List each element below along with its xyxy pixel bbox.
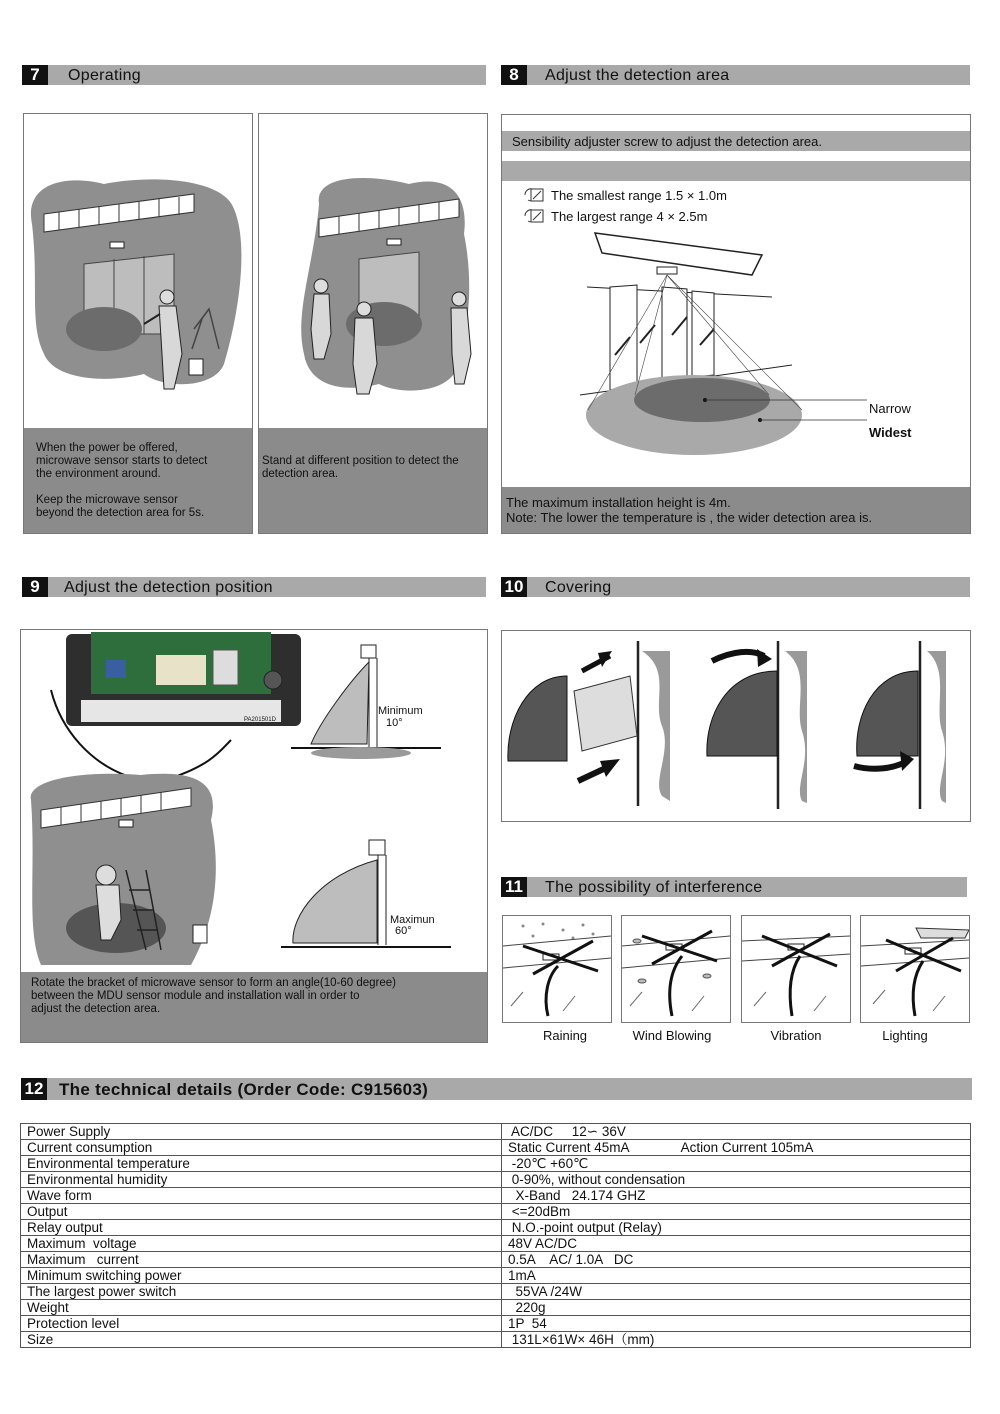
max-angle-diagram [281, 835, 451, 955]
detection-position-panel [20, 629, 488, 1043]
spec-name: Current consumption [21, 1140, 502, 1156]
spec-value: 0-90%, without condensation [502, 1172, 971, 1188]
raining-icon [503, 916, 611, 1022]
technical-details-table [20, 1123, 971, 1348]
table-row [21, 1284, 971, 1300]
spec-value: 1mA [502, 1268, 971, 1284]
spec-name: Wave form [21, 1188, 502, 1204]
table-row [21, 1188, 971, 1204]
table-row [21, 1300, 971, 1316]
interference-vibration-tile [741, 915, 851, 1023]
table-row [21, 1140, 971, 1156]
wind-icon [622, 916, 730, 1022]
spec-value: 220g [502, 1300, 971, 1316]
spec-value: 1P 54 [502, 1316, 971, 1332]
detection-area-caption: The maximum installation height is 4m. Note: The lower the temperature is , the wider detection area is. [502, 487, 970, 533]
lighting-icon [861, 916, 969, 1022]
max-angle-value: 60° [395, 925, 412, 937]
covering-illustration [502, 631, 970, 821]
table-row [21, 1236, 971, 1252]
section-10-header [501, 577, 970, 597]
spec-name: Maximum voltage [21, 1236, 502, 1252]
operating-caption-left: When the power be offered, microwave sensor starts to detect the environment around. Keep the microwave sensor beyond the detection area for 5s. [24, 428, 252, 534]
section-9-header [22, 577, 486, 597]
divider-bar [502, 161, 970, 181]
spec-value: 55VA /24W [502, 1284, 971, 1300]
detection-position-caption: Rotate the bracket of microwave sensor to form an angle(10-60 degree) between the MDU sensor module and installation wall in order to adjust the detection area. [21, 972, 487, 1042]
table-row [21, 1268, 971, 1284]
operating-illustration-right [259, 114, 487, 428]
table-row [21, 1220, 971, 1236]
section-11-header [501, 877, 967, 897]
section-title: The technical details (Order Code: C915603) [59, 1080, 429, 1099]
spec-value: AC/DC 12∽ 36V [502, 1124, 971, 1140]
interference-label-lighting: Lighting [882, 1028, 928, 1043]
table-row [21, 1124, 971, 1140]
table-row [21, 1332, 971, 1348]
screw-icon [522, 208, 546, 224]
section-number: 7 [22, 65, 48, 85]
min-angle-label: Minimum [378, 705, 423, 717]
table-row [21, 1204, 971, 1220]
spec-value: 48V AC/DC [502, 1236, 971, 1252]
spec-name: Environmental humidity [21, 1172, 502, 1188]
section-title: Operating [68, 67, 141, 84]
narrow-label: Narrow [869, 401, 911, 416]
sensibility-banner: Sensibility adjuster screw to adjust the detection area. [502, 131, 970, 151]
spec-value: Static Current 45mA Action Current 105mA [502, 1140, 971, 1156]
widest-label: Widest [869, 425, 912, 440]
detection-area-panel [501, 114, 971, 534]
max-angle-label: Maximun [390, 914, 435, 926]
section-number: 10 [501, 577, 527, 597]
table-row [21, 1252, 971, 1268]
spec-name: Output [21, 1204, 502, 1220]
spec-name: Minimum switching power [21, 1268, 502, 1284]
section-12-header [21, 1078, 972, 1100]
section-number: 8 [501, 65, 527, 85]
section-number: 11 [501, 877, 527, 897]
spec-value: -20℃ +60℃ [502, 1156, 971, 1172]
section-title: Adjust the detection area [545, 67, 730, 84]
smallest-range-text: The smallest range 1.5 × 1.0m [551, 188, 727, 203]
vibration-icon [742, 916, 850, 1022]
interference-label-vibration: Vibration [770, 1028, 822, 1043]
covering-panel [501, 630, 971, 822]
spec-name: Environmental temperature [21, 1156, 502, 1172]
operating-caption-right: Stand at different position to detect the detection area. [259, 428, 487, 534]
section-number: 9 [22, 577, 48, 597]
screw-icon [522, 187, 546, 203]
operating-panel-right [258, 113, 488, 534]
spec-name: Power Supply [21, 1124, 502, 1140]
section-7-header [22, 65, 486, 85]
min-angle-diagram [291, 640, 441, 760]
interference-label-wind: Wind Blowing [632, 1028, 712, 1043]
spec-value: N.O.-point output (Relay) [502, 1220, 971, 1236]
section-title: Covering [545, 579, 612, 596]
interference-raining-tile [502, 915, 612, 1023]
table-row [21, 1172, 971, 1188]
spec-name: Size [21, 1332, 502, 1348]
largest-range-text: The largest range 4 × 2.5m [551, 209, 708, 224]
spec-name: The largest power switch [21, 1284, 502, 1300]
spec-name: Protection level [21, 1316, 502, 1332]
section-number: 12 [21, 1078, 47, 1100]
spec-name: Weight [21, 1300, 502, 1316]
section-title: The possibility of interference [545, 879, 763, 896]
interference-label-raining: Raining [542, 1028, 588, 1043]
interference-wind-tile [621, 915, 731, 1023]
spec-value: <=20dBm [502, 1204, 971, 1220]
interference-lighting-tile [860, 915, 970, 1023]
spec-name: Maximum current [21, 1252, 502, 1268]
section-8-header [501, 65, 970, 85]
operating-illustration-left [24, 114, 252, 428]
pcb-code-label: PA201501D [244, 717, 276, 723]
table-row [21, 1316, 971, 1332]
spec-name: Relay output [21, 1220, 502, 1236]
sensor-ceiling-illustration [21, 670, 261, 970]
detection-area-diagram [502, 225, 970, 485]
operating-panel-left [23, 113, 253, 534]
spec-value: X-Band 24.174 GHZ [502, 1188, 971, 1204]
spec-value: 0.5A AC/ 1.0A DC [502, 1252, 971, 1268]
min-angle-value: 10° [386, 717, 403, 729]
section-title: Adjust the detection position [64, 579, 273, 596]
spec-value: 131L×61W× 46H（mm) [502, 1332, 971, 1348]
table-row [21, 1156, 971, 1172]
